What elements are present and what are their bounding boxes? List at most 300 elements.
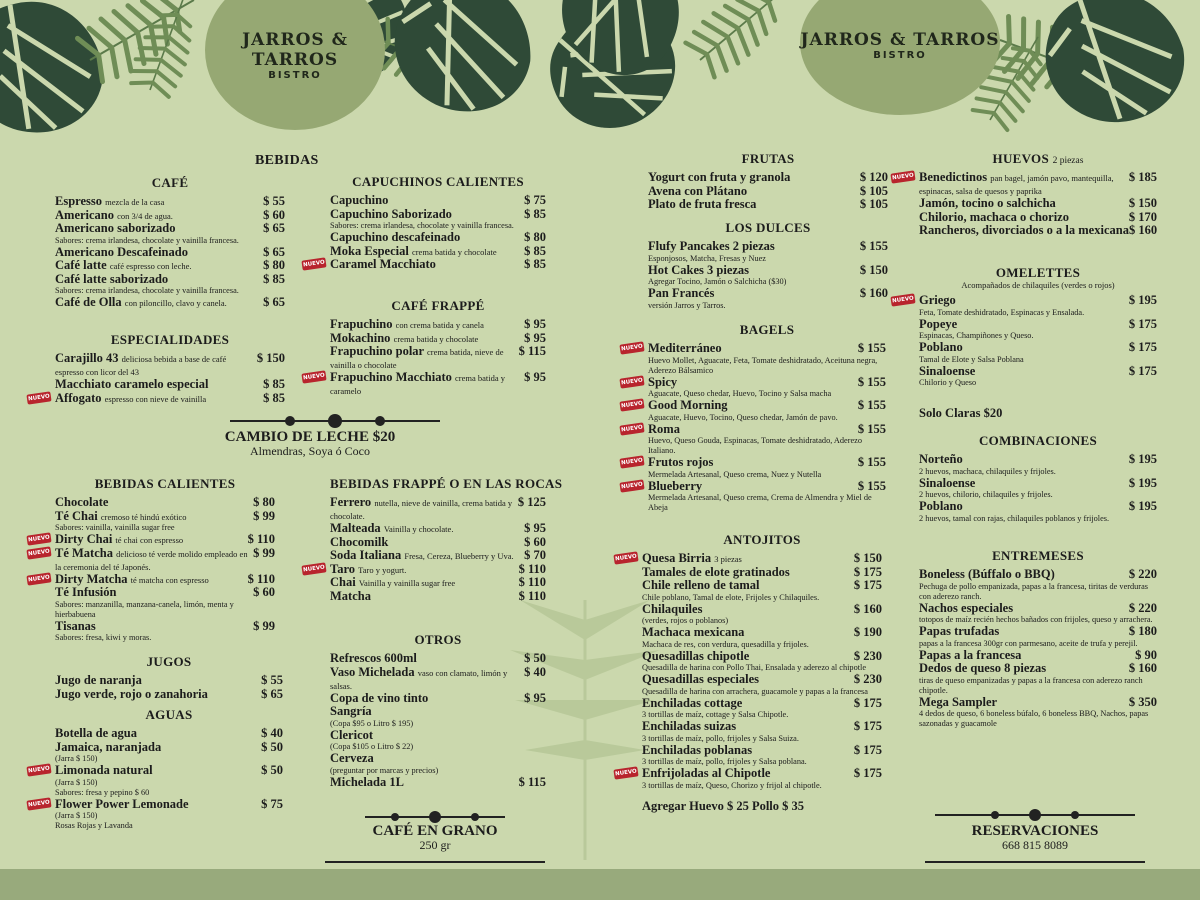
- menu-item: [919, 696, 1157, 730]
- section-title-text: BEBIDAS FRAPPÉ O EN LAS ROCAS: [330, 476, 563, 491]
- menu-item-name: [919, 625, 999, 639]
- menu-item-detail: 3 piezas: [714, 554, 742, 564]
- menu-item-name-text: Plato de fruta fresca: [648, 197, 757, 211]
- menu-item-price: $ 150: [1128, 196, 1157, 210]
- menu-item-description: (verdes, rojos o poblanos): [642, 616, 729, 625]
- menu-item-price: $ 195: [1128, 499, 1157, 513]
- menu-item: [330, 705, 546, 729]
- menu-item-row: [55, 798, 283, 812]
- menu-item-price: $ 155: [859, 239, 888, 253]
- menu-item-price: $ 155: [857, 478, 886, 493]
- menu-item: [55, 296, 285, 310]
- menu-item: [330, 194, 546, 208]
- section-antojitos: [614, 532, 882, 814]
- menu-item-name-text: Frutos rojos: [648, 455, 714, 469]
- menu-item-row: [330, 522, 546, 536]
- menu-item-name: [919, 197, 1056, 211]
- menu-item-name: [55, 533, 248, 546]
- section-title-text: COMBINACIONES: [978, 433, 1098, 448]
- menu-item-description: Sabores: crema irlandesa, chocolate y vainilla francesa.: [55, 235, 239, 245]
- menu-item-name-text: Taro: [330, 561, 356, 576]
- menu-item: [330, 729, 546, 753]
- nuevo-badge: NUEVO: [301, 370, 326, 383]
- menu-item: [642, 626, 882, 650]
- cafe-en-grano: [335, 823, 535, 851]
- menu-item-price: $ 115: [518, 774, 546, 789]
- menu-item-row: [330, 371, 546, 397]
- menu-item-name: [919, 453, 963, 467]
- menu-item-price: $ 175: [1128, 316, 1157, 331]
- menu-item-price: $ 99: [253, 508, 275, 523]
- menu-item: [27, 571, 275, 587]
- menu-item-price: $ 60: [253, 585, 275, 599]
- menu-item-name-text: Americano saborizado: [55, 221, 176, 235]
- menu-item: [620, 341, 886, 376]
- menu-item-price: $ 55: [263, 194, 285, 208]
- nuevo-badge: NUEVO: [26, 546, 51, 559]
- section-title: [55, 175, 285, 191]
- menu-item-name-text: Chilorio, machaca o chorizo: [919, 209, 1069, 224]
- menu-item-price: $ 90: [1135, 647, 1157, 662]
- menu-item-price: $ 85: [524, 243, 546, 258]
- menu-item-row: [330, 318, 546, 332]
- menu-item-price: $ 105: [859, 197, 888, 211]
- menu-item-row: [330, 536, 546, 550]
- menu-item-name: [642, 744, 752, 758]
- menu-item-name: [642, 552, 854, 565]
- menu-item-name: [55, 195, 263, 208]
- menu-item-price: $ 120: [859, 170, 888, 184]
- menu-item-name: [919, 696, 997, 710]
- menu-item-description: (Copa $95 o Litro $ 195): [330, 718, 414, 728]
- menu-item: [642, 673, 882, 697]
- menu-item-name-text: Rancheros, divorciados o a la mexicana: [919, 223, 1129, 237]
- menu-item-row: [648, 399, 886, 413]
- menu-item-price: $ 155: [857, 455, 886, 469]
- menu-item-name: [55, 296, 263, 309]
- menu-item-name: [55, 674, 142, 688]
- menu-item-description: 4 dedos de queso, 6 boneless búfalo, 6 boneless BBQ, Nachos, papas sazonadas y guacamole: [919, 709, 1149, 728]
- menu-item: [55, 352, 285, 378]
- section-especialidades: [27, 332, 285, 405]
- nuevo-badge: NUEVO: [619, 375, 644, 388]
- menu-item: [620, 421, 886, 457]
- menu-item: [330, 752, 546, 776]
- menu-item-name: [919, 294, 956, 308]
- section-title-text: CAPUCHINOS CALIENTES: [352, 174, 524, 189]
- section-title-text: ENTREMESES: [992, 548, 1084, 563]
- menu-item-description: tiras de queso empanizadas y papas a la francesa con aderezo ranch chipotle.: [919, 675, 1143, 695]
- section-title-text: ESPECIALIDADES: [110, 332, 230, 347]
- menu-item-detail: con crema batida y canela: [395, 320, 484, 330]
- menu-item: [330, 536, 546, 550]
- menu-item-name-text: Carajillo 43: [55, 351, 119, 365]
- menu-item-row: [330, 332, 546, 346]
- menu-item-description: Quesadilla de harina con arrachera, guacamole y papas a la francesa: [642, 686, 868, 696]
- menu-item-name: [919, 318, 957, 332]
- menu-item-name-text: Capuchino: [330, 193, 389, 207]
- menu-item-name: [55, 209, 263, 222]
- menu-item-row: [55, 688, 283, 702]
- menu-item-name: [330, 729, 373, 743]
- menu-item: [330, 245, 546, 259]
- menu-item-name-text: Mega Sampler: [919, 694, 998, 709]
- menu-item-row: [648, 287, 888, 301]
- menu-item-row: [55, 246, 285, 260]
- menu-item-price: $ 180: [1128, 624, 1157, 638]
- menu-item-price: $ 65: [263, 221, 285, 235]
- menu-item: [330, 345, 546, 371]
- section-title-text: CAFÉ FRAPPÉ: [391, 298, 485, 313]
- menu-item-row: [330, 729, 546, 743]
- nuevo-badge: NUEVO: [613, 766, 638, 779]
- menu-item-row: [55, 209, 285, 223]
- menu-item-name-text: Quesadillas chipotle: [642, 648, 750, 663]
- menu-item-name-text: Boneless (Búffalo o BBQ): [919, 567, 1055, 581]
- menu-item-name: [648, 264, 749, 278]
- menu-item-row: [330, 590, 546, 604]
- menu-item-price: $ 70: [524, 548, 546, 562]
- menu-item-detail: té matcha con espresso: [130, 574, 209, 585]
- menu-item-row: [55, 195, 285, 209]
- menu-item-row: [55, 674, 283, 688]
- menu-item-name-text: Capuchino Saborizado: [330, 206, 452, 221]
- menu-item-detail: con piloncillo, clavo y canela.: [124, 298, 227, 308]
- menu-item-name-text: Macchiato caramelo especial: [55, 377, 209, 391]
- menu-item-name-text: Michelada 1L: [330, 774, 404, 789]
- menu-item-row: [330, 345, 546, 371]
- menu-item-name-text: Hot Cakes 3 piezas: [648, 262, 750, 277]
- menu-item-name-text: Capuchino descafeinado: [330, 230, 461, 244]
- section-bagels: [620, 322, 886, 513]
- menu-item: [330, 318, 546, 332]
- menu-item-description: Agregar Tocino, Jamón o Salchicha ($30): [648, 277, 787, 286]
- menu-item-name-text: Frapuchino: [330, 317, 393, 331]
- menu-item-price: $ 80: [253, 495, 275, 509]
- menu-item-price: $ 175: [1128, 340, 1157, 355]
- section-dulces: [648, 220, 888, 311]
- menu-item-row: [642, 552, 882, 566]
- menu-item-name-text: Frapuchino Macchiato: [330, 370, 452, 384]
- menu-item-name-text: Dirty Matcha: [55, 571, 128, 586]
- menu-item-price: $ 110: [247, 532, 275, 546]
- menu-item-price: $ 65: [261, 686, 283, 701]
- menu-item-price: $ 110: [247, 571, 275, 586]
- menu-item-description: Pechuga de pollo empanizada, papas a la francesa, tiritas de verduras con aderezo ranch.: [919, 581, 1148, 601]
- menu-item-description: Feta, Tomate deshidratado, Espinacas y Ensalada.: [919, 307, 1085, 317]
- menu-item-name: [55, 273, 168, 287]
- menu-item-name-text: Té Chai: [55, 508, 98, 523]
- menu-item-name-text: Enchiladas suizas: [642, 719, 737, 733]
- menu-item: [27, 390, 285, 406]
- menu-item-name: [330, 258, 436, 272]
- menu-item: [55, 727, 283, 741]
- menu-item-name: [330, 345, 519, 371]
- menu-item-name-text: Malteada: [330, 521, 381, 535]
- menu-item-row: [642, 744, 882, 758]
- menu-item-name-text: Limonada natural: [55, 763, 153, 777]
- brand-logo-right: [800, 30, 1000, 61]
- menu-item-name: [330, 208, 452, 222]
- menu-item-row: [330, 208, 546, 222]
- menu-item-name: [55, 246, 188, 260]
- nuevo-badge: NUEVO: [890, 294, 915, 307]
- menu-item-detail: té chai con espresso: [115, 535, 184, 545]
- menu-item-name-text: Té Matcha: [55, 545, 113, 560]
- menu-item-price: $ 175: [853, 564, 882, 579]
- menu-item-name: [330, 549, 524, 562]
- menu-item: [27, 545, 275, 573]
- menu-item: [330, 590, 546, 604]
- menu-item-name: [919, 365, 975, 379]
- menu-item-name: [648, 399, 728, 413]
- menu-item-description: Chile poblano, Tamal de elote, Frijoles y Chilaquiles.: [642, 592, 820, 602]
- menu-item-row: [55, 378, 285, 392]
- menu-item-price: $ 220: [1128, 600, 1157, 615]
- menu-item-row: [648, 240, 888, 254]
- menu-item-name: [55, 798, 189, 812]
- menu-item-name-text: Sinaloense: [919, 363, 976, 378]
- menu-item-name-text: Chilaquiles: [642, 601, 703, 616]
- menu-item-row: [642, 579, 882, 593]
- menu-item-detail: vaso con clamato, limón y salsas.: [330, 667, 508, 691]
- menu-item-name-text: Dedos de queso 8 piezas: [919, 661, 1047, 675]
- menu-item-name-text: Blueberry: [648, 478, 703, 493]
- menu-item-detail: mezcla de la casa: [105, 197, 165, 207]
- menu-item-name-text: Espresso: [55, 194, 103, 208]
- menu-item-detail: crema batida, nieve de vainilla o chocolate: [330, 347, 504, 370]
- cambio-sub: Almendras, Soya ó Coco: [250, 444, 370, 458]
- menu-item-name-text: Soda Italiana: [330, 548, 402, 562]
- menu-item-price: $ 185: [1128, 170, 1157, 184]
- menu-item-name-text: Clericot: [330, 727, 374, 742]
- menu-item-name: [919, 224, 1129, 238]
- menu-item-row: [55, 496, 275, 510]
- menu-item-price: $ 50: [261, 763, 283, 777]
- menu-item: [648, 240, 888, 264]
- menu-item-name: [330, 776, 404, 790]
- cafe-grano-sub: 250 gr: [419, 838, 451, 852]
- menu-item-row: [330, 576, 546, 590]
- section-frappe-rocas: [302, 476, 563, 603]
- menu-item-price: $ 85: [524, 206, 546, 221]
- menu-item-name: [330, 371, 524, 397]
- menu-item: [919, 649, 1157, 663]
- menu-item-description: 2 huevos, machaca, chilaquiles y frijoles.: [919, 466, 1056, 476]
- brand-name: JARROS & TARROS: [800, 30, 1000, 50]
- menu-item-name: [55, 510, 253, 523]
- menu-item-detail: nutella, nieve de vainilla, crema batida y chocolate.: [330, 498, 513, 521]
- menu-item-row: [55, 296, 285, 310]
- menu-item-row: [642, 673, 882, 687]
- menu-item-price: $ 175: [853, 578, 882, 592]
- section-aguas: [27, 707, 283, 831]
- menu-item-name: [330, 496, 518, 522]
- menu-item-name-text: Griego: [919, 293, 956, 308]
- menu-item-name: [648, 376, 677, 390]
- menu-item-price: $ 105: [859, 183, 888, 198]
- menu-item-name-text: Tamales de elote gratinados: [642, 564, 790, 579]
- menu-item-description: papas a la francesa 300gr con parmesano, aceite de trufa y perejil.: [919, 638, 1138, 648]
- section-title-text: OMELETTES: [995, 265, 1081, 280]
- menu-item-detail: crema batida y chocolate: [411, 246, 497, 257]
- menu-item: [919, 568, 1157, 602]
- menu-item-name-text: Americano Descafeinado: [55, 244, 188, 259]
- menu-item-price: $ 160: [853, 601, 882, 616]
- menu-item: [27, 532, 275, 547]
- menu-item-detail: pan bagel, jamón pavo, mantequilla, espinacas, salsa de quesos y paprika: [919, 173, 1114, 196]
- nuevo-badge: NUEVO: [26, 572, 51, 585]
- nuevo-badge: NUEVO: [26, 797, 51, 810]
- menu-item-row: [330, 194, 546, 208]
- section-title: [648, 322, 886, 338]
- menu-item-name: [919, 171, 1129, 197]
- menu-item: [620, 478, 886, 514]
- menu-item: [330, 208, 546, 232]
- menu-item-description: Sabores: fresa, kiwi y moras.: [55, 633, 152, 642]
- menu-item: [620, 455, 886, 480]
- nuevo-badge: NUEVO: [613, 551, 638, 564]
- menu-item-detail: Vainilla y chocolate.: [383, 524, 454, 534]
- menu-item-name-text: Botella de agua: [55, 726, 137, 740]
- menu-item-price: $ 220: [1128, 567, 1157, 581]
- menu-item: [27, 763, 283, 798]
- menu-item-name-text: Pan Francés: [648, 286, 715, 300]
- menu-item-price: $ 99: [253, 545, 275, 560]
- menu-item-price: $ 175: [853, 695, 882, 710]
- menu-item: [55, 741, 283, 765]
- menu-item-name-text: Dirty Chai: [55, 532, 113, 546]
- menu-item-price: $ 155: [857, 398, 886, 412]
- section-title-text: AGUAS: [145, 707, 193, 722]
- menu-item-name: [55, 259, 263, 272]
- menu-item-name: [330, 652, 417, 666]
- menu-item: [919, 365, 1157, 389]
- menu-item-detail: con 3/4 de agua.: [117, 210, 173, 221]
- reservaciones-phone: 668 815 8089: [1002, 838, 1068, 852]
- menu-item-name-text: Poblano: [919, 499, 963, 513]
- section-title-text: ANTOJITOS: [723, 532, 801, 547]
- cafe-grano-title: CAFÉ EN GRANO: [372, 823, 498, 839]
- menu-item-row: [919, 197, 1157, 211]
- menu-item-row: [919, 341, 1157, 355]
- section-otros: [330, 632, 546, 789]
- nuevo-badge: NUEVO: [619, 398, 644, 411]
- menu-item-price: $ 110: [518, 575, 546, 589]
- menu-item-name-text: Quesadillas especiales: [642, 672, 760, 686]
- menu-item-name: [55, 620, 96, 634]
- menu-item-row: [642, 650, 882, 664]
- menu-item-description: Huevo, Queso Gouda, Espinacas, Tomate deshidratado, Aderezo Italiano.: [648, 436, 863, 455]
- menu-item-row: [330, 692, 546, 706]
- menu-item: [55, 674, 283, 688]
- menu-item: [55, 273, 285, 297]
- menu-item-description: (preguntar por marcas y precios): [330, 765, 439, 775]
- menu-item-row: [55, 620, 275, 634]
- menu-item-price: $ 40: [524, 664, 546, 679]
- menu-item-row: [55, 222, 285, 236]
- menu-item: [55, 195, 285, 209]
- menu-item-name: [919, 341, 963, 355]
- menu-item-price: $ 175: [853, 719, 882, 733]
- section-title: [648, 220, 888, 236]
- menu-item: [642, 603, 882, 627]
- menu-item-price: $ 85: [263, 377, 285, 391]
- menu-item-row: [55, 727, 283, 741]
- menu-item-price: $ 110: [518, 561, 546, 576]
- menu-item-name: [330, 752, 374, 766]
- menu-item-price: $ 115: [518, 344, 546, 358]
- menu-item-name-text: Flower Power Lemonade: [55, 796, 189, 811]
- menu-item-price: $ 195: [1128, 293, 1157, 308]
- menu-item: [330, 692, 546, 706]
- menu-item: [302, 257, 546, 272]
- menu-item-name: [330, 666, 524, 692]
- menu-item-price: $ 50: [261, 739, 283, 754]
- menu-item-name-text: Jugo verde, rojo o zanahoria: [55, 686, 208, 701]
- section-title: [55, 332, 285, 348]
- menu-item-description: Mermelada Artesanal, Queso crema, Crema de Almendra y Miel de Abeja: [648, 493, 872, 512]
- brand-sub: BISTRO: [873, 50, 927, 61]
- menu-item-price: $ 155: [857, 421, 886, 436]
- menu-item-detail: cremoso té hindú exótico: [100, 511, 187, 522]
- section-entremeses: [919, 548, 1157, 729]
- menu-item: [55, 246, 285, 260]
- menu-item-description: (Jarra $ 150): [55, 754, 98, 763]
- menu-item-row: [55, 259, 285, 273]
- section-title: [55, 476, 275, 492]
- menu-item-name-text: Sangría: [330, 704, 372, 718]
- menu-item: [919, 453, 1157, 477]
- menu-item-price: $ 65: [263, 244, 285, 259]
- section-jugos: [55, 654, 283, 701]
- menu-item-name-text: Chai: [330, 575, 356, 589]
- menu-item: [55, 620, 275, 644]
- menu-item: [620, 398, 886, 423]
- menu-item-name: [55, 586, 116, 600]
- menu-item: [55, 510, 275, 534]
- menu-item-row: [919, 171, 1157, 197]
- menu-item: [919, 197, 1157, 211]
- menu-item: [330, 576, 546, 590]
- menu-item: [919, 477, 1157, 501]
- menu-item-name-text: Poblano: [919, 340, 963, 355]
- nuevo-badge: NUEVO: [890, 170, 915, 183]
- menu-item-row: [919, 224, 1157, 238]
- menu-item-name: [55, 222, 175, 236]
- nuevo-badge: NUEVO: [619, 455, 644, 468]
- menu-item-row: [648, 264, 888, 278]
- menu-item: [919, 602, 1157, 626]
- menu-item: [330, 231, 546, 245]
- nuevo-badge: NUEVO: [301, 562, 326, 575]
- menu-item-price: $ 175: [853, 766, 882, 780]
- menu-item-name: [648, 423, 680, 437]
- menu-item-row: [330, 776, 546, 790]
- menu-item-name: [330, 692, 428, 706]
- menu-item-name-text: Enchiladas poblanas: [642, 742, 753, 757]
- menu-item-name: [55, 688, 208, 702]
- menu-item-name-text: Caramel Macchiato: [330, 257, 436, 271]
- menu-item: [55, 209, 285, 223]
- menu-item: [55, 222, 285, 246]
- menu-item: [642, 720, 882, 744]
- section-title-text: HUEVOS: [992, 151, 1049, 166]
- menu-item-price: $ 155: [857, 341, 886, 355]
- menu-item: [648, 198, 888, 212]
- menu-item-name-text: Café latte: [55, 258, 107, 272]
- menu-item-description: Esponjosos, Matcha, Fresas y Nuez: [648, 253, 766, 263]
